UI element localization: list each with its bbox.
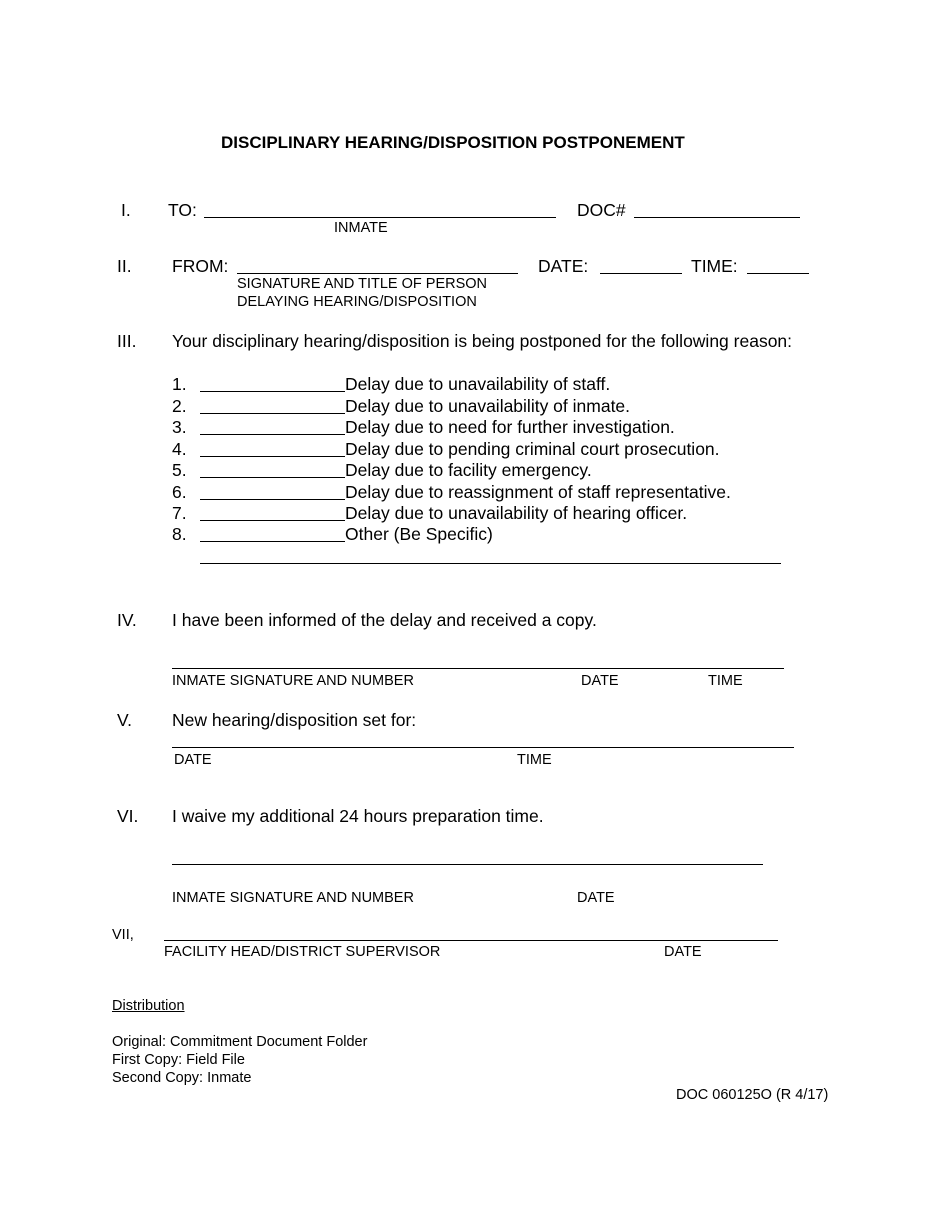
doc-number-field[interactable] <box>634 217 800 218</box>
section-7-numeral: VII, <box>112 927 134 943</box>
new-hearing-field[interactable] <box>172 747 794 748</box>
section-2-numeral: II. <box>117 256 132 276</box>
section-2-time-field[interactable] <box>747 273 809 274</box>
section-5-text: New hearing/disposition set for: <box>172 710 417 730</box>
reason-check-field[interactable] <box>200 499 345 500</box>
from-caption-line-1: SIGNATURE AND TITLE OF PERSON <box>237 276 488 292</box>
reason-number: 4. <box>172 439 187 459</box>
section-4-text: I have been informed of the delay and received a copy. <box>172 610 597 630</box>
reason-text: Delay due to unavailability of hearing officer. <box>345 503 688 523</box>
reason-number: 5. <box>172 460 187 480</box>
section-5-time-label: TIME <box>517 752 552 768</box>
reason-check-field[interactable] <box>200 541 345 542</box>
reason-text: Delay due to reassignment of staff representative. <box>345 482 731 502</box>
distribution-heading: Distribution <box>112 998 185 1014</box>
reason-number: 3. <box>172 417 187 437</box>
section-2-date-label: DATE: <box>538 256 589 276</box>
reason-number: 2. <box>172 396 187 416</box>
distribution-second-copy: Second Copy: Inmate <box>112 1070 252 1086</box>
from-label: FROM: <box>172 256 229 276</box>
section-4-signature-field[interactable] <box>172 668 784 669</box>
to-caption: INMATE <box>334 220 388 236</box>
distribution-first-copy: First Copy: Field File <box>112 1052 245 1068</box>
section-5-numeral: V. <box>117 710 132 730</box>
reason-text: Delay due to unavailability of staff. <box>345 374 611 394</box>
reason-check-field[interactable] <box>200 434 345 435</box>
section-6-signature-field[interactable] <box>172 864 763 865</box>
reason-number: 8. <box>172 524 187 544</box>
section-3-intro: Your disciplinary hearing/disposition is being postponed for the following reason: <box>172 331 793 351</box>
reason-number: 1. <box>172 374 187 394</box>
section-6-signature-label: INMATE SIGNATURE AND NUMBER <box>172 890 414 906</box>
to-inmate-field[interactable] <box>204 217 556 218</box>
section-6-date-label: DATE <box>577 890 615 906</box>
reason-check-field[interactable] <box>200 391 345 392</box>
from-caption-line-2: DELAYING HEARING/DISPOSITION <box>237 294 477 310</box>
reason-check-field[interactable] <box>200 413 345 414</box>
section-4-time-label: TIME <box>708 673 743 689</box>
section-6-text: I waive my additional 24 hours preparation time. <box>172 806 544 826</box>
section-3-numeral: III. <box>117 331 137 351</box>
form-title: DISCIPLINARY HEARING/DISPOSITION POSTPONEMENT <box>221 133 685 152</box>
reason-number: 7. <box>172 503 187 523</box>
reason-check-field[interactable] <box>200 456 345 457</box>
to-label: TO: <box>168 200 197 220</box>
other-reason-field[interactable] <box>200 563 781 564</box>
reason-check-field[interactable] <box>200 520 345 521</box>
reason-text: Delay due to facility emergency. <box>345 460 592 480</box>
section-2-time-label: TIME: <box>691 256 738 276</box>
reason-number: 6. <box>172 482 187 502</box>
distribution-original: Original: Commitment Document Folder <box>112 1034 368 1050</box>
section-4-signature-label: INMATE SIGNATURE AND NUMBER <box>172 673 414 689</box>
form-number: DOC 060125O (R 4/17) <box>676 1087 829 1103</box>
supervisor-signature-field[interactable] <box>164 940 778 941</box>
section-5-date-label: DATE <box>174 752 212 768</box>
reason-text: Other (Be Specific) <box>345 524 493 544</box>
section-1-numeral: I. <box>121 200 131 220</box>
section-2-date-field[interactable] <box>600 273 682 274</box>
reason-text: Delay due to pending criminal court prosecution. <box>345 439 720 459</box>
section-7-date-label: DATE <box>664 944 702 960</box>
section-4-numeral: IV. <box>117 610 137 630</box>
reason-text: Delay due to need for further investigation. <box>345 417 675 437</box>
from-signature-field[interactable] <box>237 273 518 274</box>
reason-check-field[interactable] <box>200 477 345 478</box>
reason-text: Delay due to unavailability of inmate. <box>345 396 631 416</box>
section-6-numeral: VI. <box>117 806 139 826</box>
section-7-signature-label: FACILITY HEAD/DISTRICT SUPERVISOR <box>164 944 441 960</box>
doc-number-label: DOC# <box>577 200 626 220</box>
section-4-date-label: DATE <box>581 673 619 689</box>
